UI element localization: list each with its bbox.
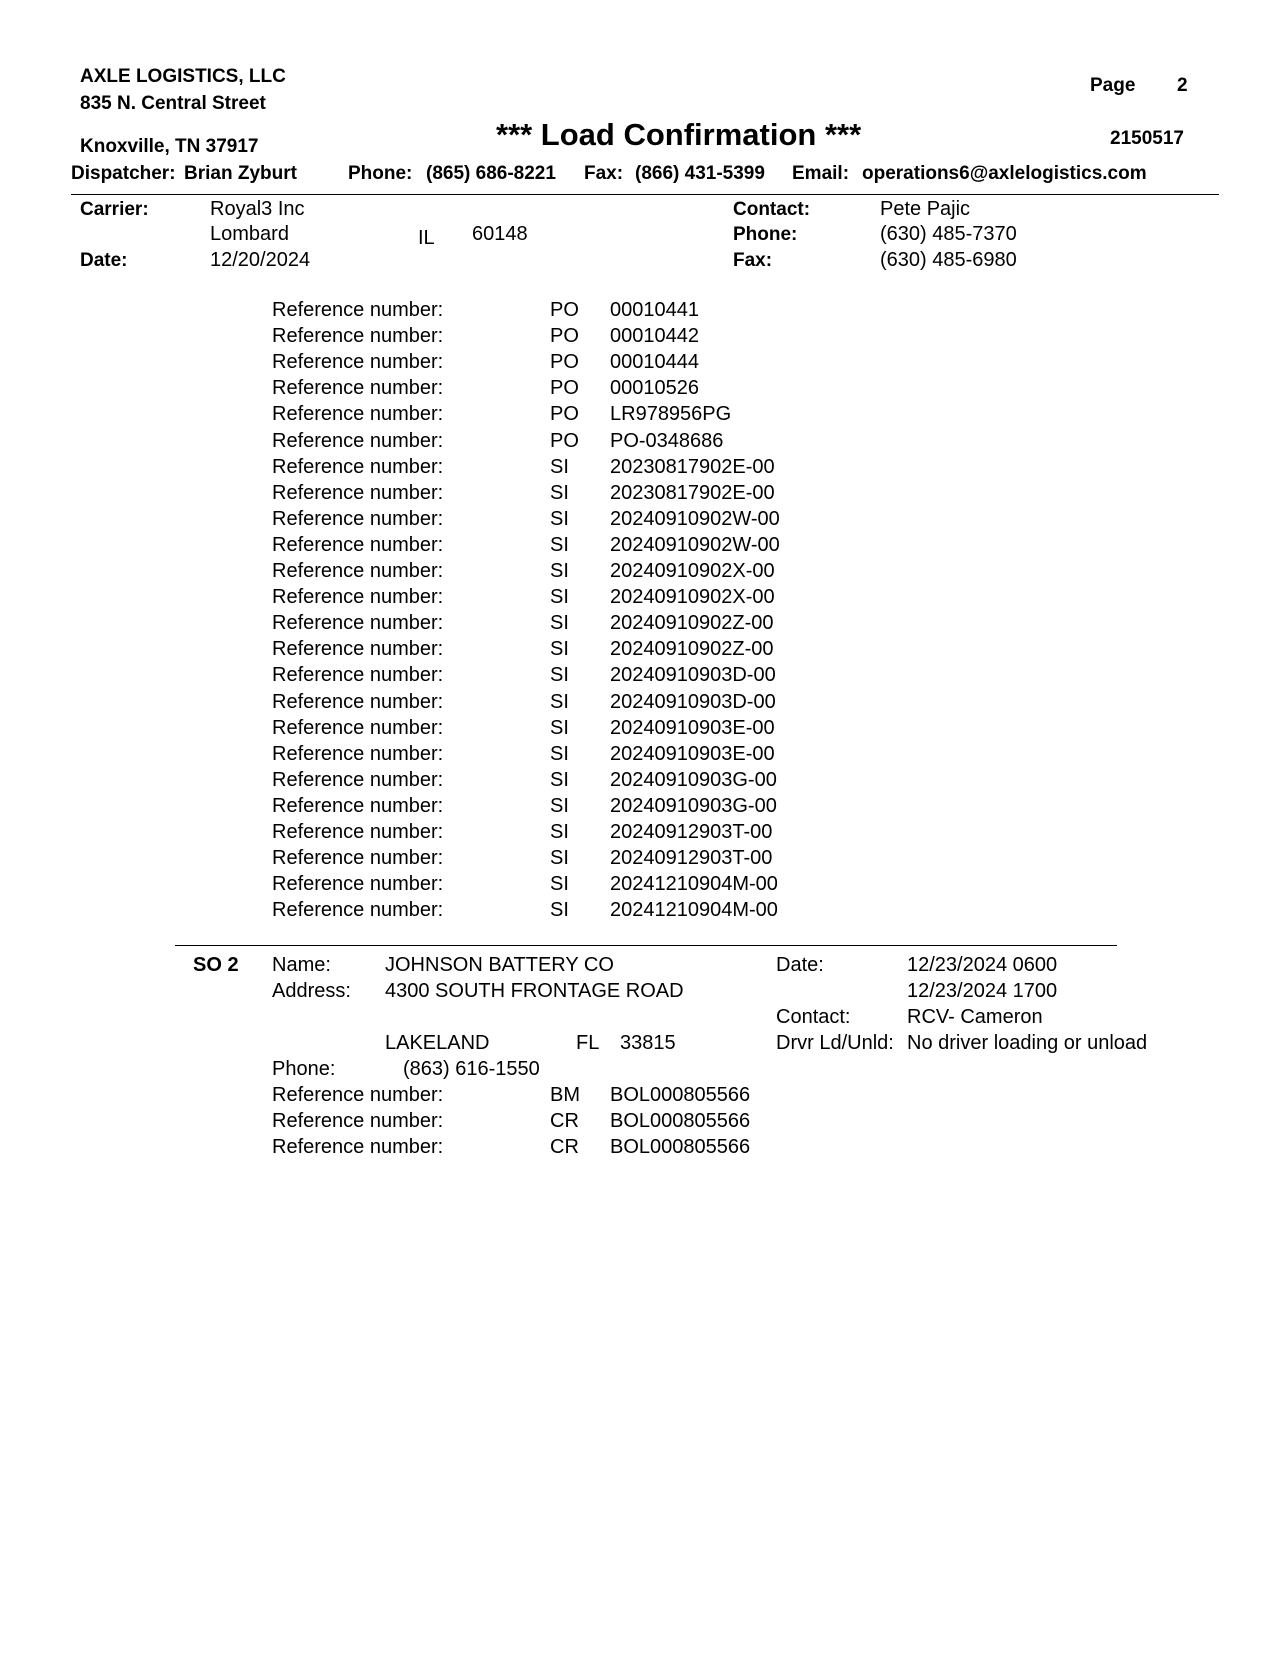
stop-city: LAKELAND	[385, 1032, 490, 1054]
reference-type: CR	[550, 1110, 579, 1133]
reference-type: SI	[550, 847, 569, 870]
stop-code: SO 2	[193, 954, 239, 976]
page-label: Page	[1090, 75, 1136, 96]
reference-type: SI	[550, 455, 569, 478]
reference-value: 20240912903T-00	[610, 847, 773, 870]
reference-type: SI	[550, 481, 569, 504]
reference-type: SI	[550, 507, 569, 530]
stop-date-from: 12/23/2024 0600	[907, 954, 1058, 976]
reference-type: SI	[550, 821, 569, 843]
reference-label: Reference number:	[272, 560, 444, 582]
dispatch-email: operations6@axlelogistics.com	[862, 163, 1147, 184]
company-street: 835 N. Central Street	[80, 93, 266, 114]
reference-label: Reference number:	[272, 664, 444, 687]
reference-label: Reference number:	[272, 299, 444, 321]
reference-label: Reference number:	[272, 1110, 444, 1133]
reference-value: BOL000805566	[610, 1136, 751, 1159]
stop-contact-label: Contact:	[776, 1006, 851, 1028]
stop-phone: (863) 616-1550	[403, 1058, 540, 1080]
dispatcher-label: Dispatcher:	[71, 163, 176, 184]
reference-label: Reference number:	[272, 481, 444, 504]
stop-date-to: 12/23/2024 1700	[907, 980, 1058, 1002]
reference-type: SI	[550, 638, 569, 661]
reference-label: Reference number:	[272, 586, 444, 609]
reference-label: Reference number:	[272, 1084, 444, 1106]
reference-value: LR978956PG	[610, 403, 732, 426]
reference-type: SI	[550, 690, 569, 713]
reference-label: Reference number:	[272, 690, 444, 713]
reference-type: SI	[550, 873, 569, 896]
reference-type: SI	[550, 664, 569, 687]
reference-value: 20240910902X-00	[610, 586, 775, 609]
reference-value: 20230817902E-00	[610, 481, 775, 504]
reference-value: 20240910903G-00	[610, 768, 777, 791]
stop-address-label: Address:	[272, 980, 351, 1002]
reference-label: Reference number:	[272, 507, 444, 530]
reference-label: Reference number:	[272, 821, 444, 843]
reference-label: Reference number:	[272, 429, 444, 452]
reference-value: BOL000805566	[610, 1110, 751, 1133]
stop-name: JOHNSON BATTERY CO	[385, 954, 614, 976]
carrier-name: Royal3 Inc	[210, 198, 305, 220]
stop-name-label: Name:	[272, 954, 331, 976]
carrier-contact-label: Contact:	[733, 199, 811, 220]
reference-type: CR	[550, 1136, 579, 1159]
reference-type: PO	[550, 403, 579, 426]
stop-address: 4300 SOUTH FRONTAGE ROAD	[385, 980, 684, 1002]
reference-value: 20240910902W-00	[610, 507, 780, 530]
stop-phone-label: Phone:	[272, 1058, 336, 1080]
dispatch-email-label: Email:	[792, 163, 850, 184]
reference-label: Reference number:	[272, 794, 444, 817]
reference-label: Reference number:	[272, 847, 444, 870]
stop-state: FL	[576, 1032, 600, 1054]
dispatch-fax: (866) 431-5399	[635, 163, 765, 184]
page-number: 2	[1177, 75, 1188, 96]
reference-value: 20240910903E-00	[610, 716, 775, 739]
dispatch-phone-label: Phone:	[348, 163, 413, 184]
reference-type: SI	[550, 899, 569, 922]
carrier-contact: Pete Pajic	[880, 198, 971, 220]
carrier-date-label: Date:	[80, 250, 128, 271]
reference-type: BM	[550, 1084, 580, 1106]
reference-label: Reference number:	[272, 403, 444, 426]
reference-value: 20240910902Z-00	[610, 638, 774, 661]
stop-drvr-label: Drvr Ld/Unld:	[776, 1032, 894, 1054]
reference-label: Reference number:	[272, 533, 444, 556]
dispatcher-name: Brian Zyburt	[184, 163, 297, 184]
carrier-phone-label: Phone:	[733, 224, 798, 245]
reference-type: PO	[550, 429, 579, 452]
header-divider	[71, 194, 1219, 195]
reference-label: Reference number:	[272, 899, 444, 922]
reference-value: 20240912903T-00	[610, 821, 773, 843]
reference-label: Reference number:	[272, 716, 444, 739]
dispatch-phone: (865) 686-8221	[426, 163, 556, 184]
reference-type: PO	[550, 299, 579, 321]
reference-label: Reference number:	[272, 638, 444, 661]
reference-value: 20240910902W-00	[610, 533, 780, 556]
reference-label: Reference number:	[272, 325, 444, 348]
reference-value: 00010441	[610, 299, 699, 321]
reference-label: Reference number:	[272, 351, 444, 374]
reference-type: SI	[550, 794, 569, 817]
reference-value: 00010526	[610, 377, 699, 400]
carrier-zip: 60148	[472, 223, 528, 245]
carrier-fax-label: Fax:	[733, 250, 773, 271]
reference-type: PO	[550, 325, 579, 348]
reference-type: SI	[550, 742, 569, 765]
reference-value: 00010442	[610, 325, 699, 348]
reference-value: 20230817902E-00	[610, 455, 775, 478]
reference-label: Reference number:	[272, 455, 444, 478]
stop-date-label: Date:	[776, 954, 824, 976]
reference-type: SI	[550, 612, 569, 635]
reference-type: SI	[550, 716, 569, 739]
stop-divider	[175, 945, 1117, 946]
reference-type: SI	[550, 586, 569, 609]
reference-type: SI	[550, 560, 569, 582]
reference-type: SI	[550, 533, 569, 556]
stop-zip: 33815	[620, 1032, 676, 1054]
reference-value: 20240910903D-00	[610, 690, 776, 713]
carrier-city: Lombard	[210, 223, 289, 245]
reference-value: 20240910902Z-00	[610, 612, 774, 635]
reference-value: 20240910902X-00	[610, 560, 775, 582]
carrier-phone: (630) 485-7370	[880, 223, 1017, 245]
carrier-fax: (630) 485-6980	[880, 249, 1017, 271]
load-number: 2150517	[1110, 128, 1184, 149]
reference-type: SI	[550, 768, 569, 791]
reference-value: 20240910903D-00	[610, 664, 776, 687]
reference-value: 20241210904M-00	[610, 899, 778, 922]
reference-label: Reference number:	[272, 377, 444, 400]
carrier-date: 12/20/2024	[210, 249, 311, 271]
stop-contact: RCV- Cameron	[907, 1006, 1043, 1028]
page-title: *** Load Confirmation ***	[496, 117, 862, 152]
carrier-label: Carrier:	[80, 199, 149, 220]
reference-value: 20241210904M-00	[610, 873, 778, 896]
company-city: Knoxville, TN 37917	[80, 136, 259, 157]
reference-value: 00010444	[610, 351, 699, 374]
carrier-state: IL	[418, 227, 435, 249]
reference-label: Reference number:	[272, 742, 444, 765]
reference-type: PO	[550, 351, 579, 374]
stop-drvr: No driver loading or unload	[907, 1032, 1148, 1054]
reference-value: PO-0348686	[610, 429, 724, 452]
reference-label: Reference number:	[272, 1136, 444, 1159]
reference-label: Reference number:	[272, 768, 444, 791]
reference-label: Reference number:	[272, 612, 444, 635]
reference-value: 20240910903G-00	[610, 794, 777, 817]
reference-value: BOL000805566	[610, 1084, 751, 1106]
reference-label: Reference number:	[272, 873, 444, 896]
reference-type: PO	[550, 377, 579, 400]
dispatch-fax-label: Fax:	[584, 163, 624, 184]
reference-value: 20240910903E-00	[610, 742, 775, 765]
company-name: AXLE LOGISTICS, LLC	[80, 66, 286, 87]
